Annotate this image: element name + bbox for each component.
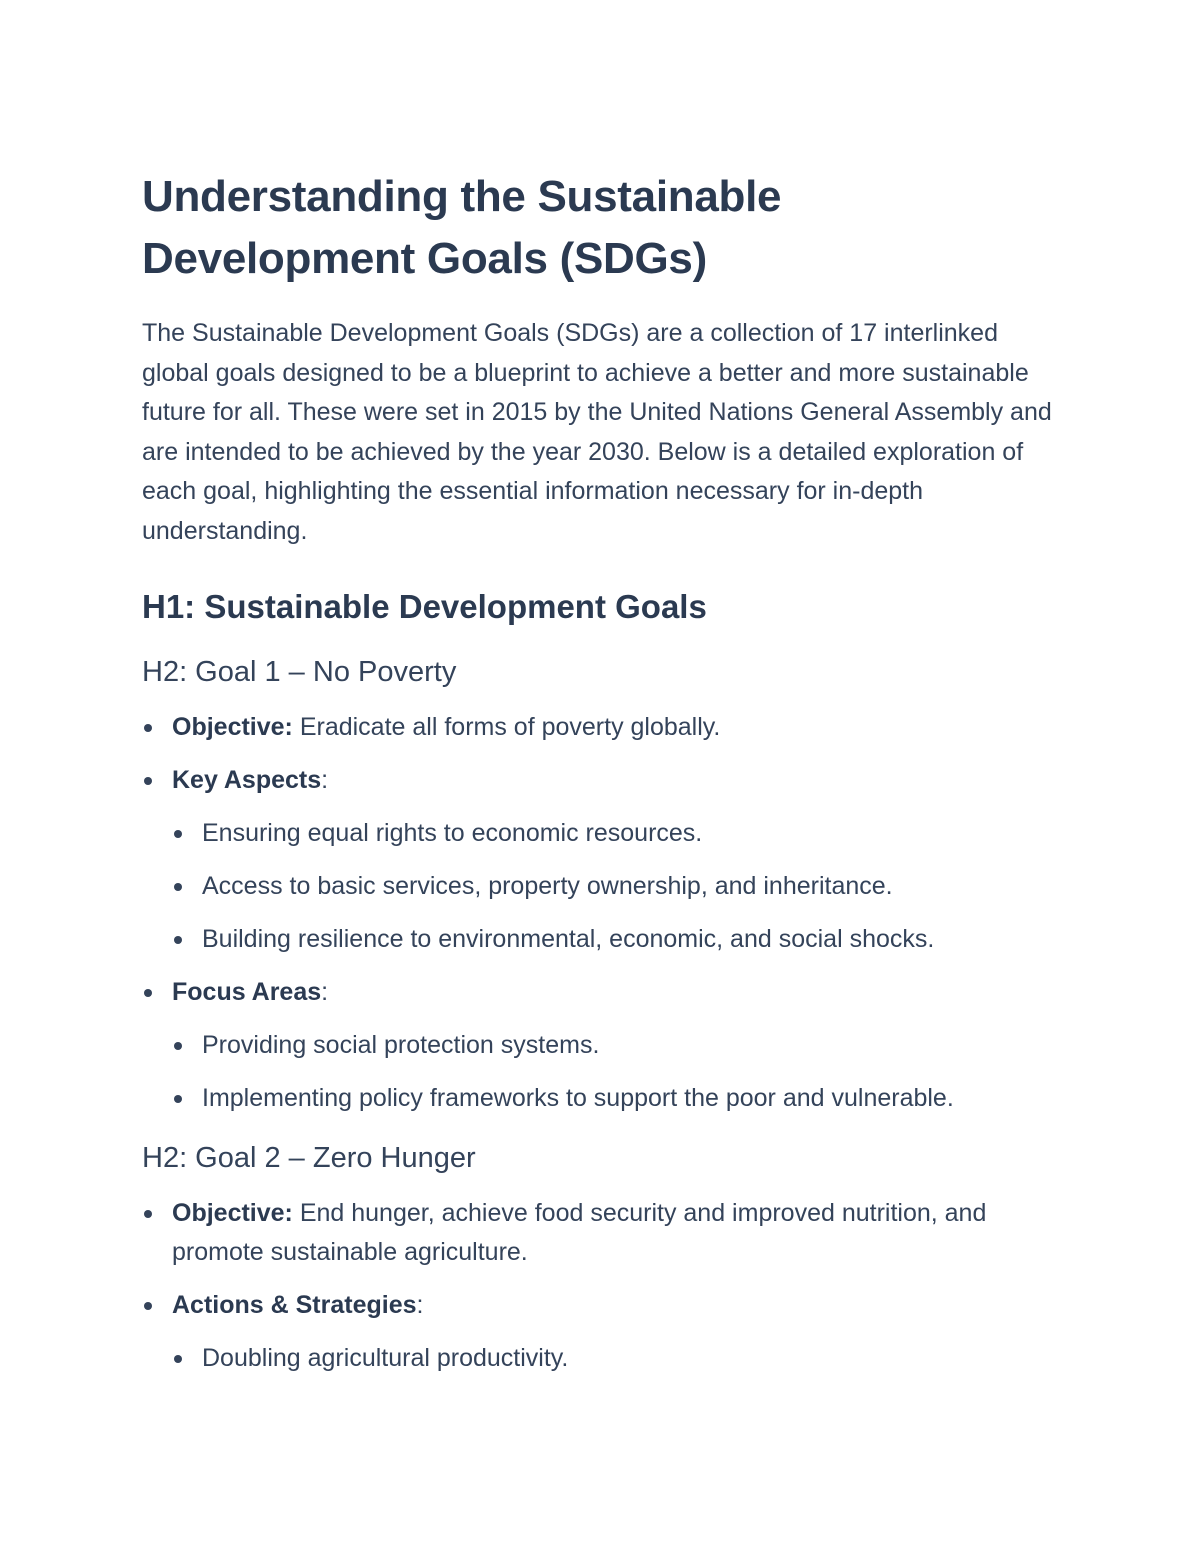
intro-paragraph: The Sustainable Development Goals (SDGs) are a collection of 17 interlinked global goals designed to be a blueprint to achieve a better and more sustainable future for all. These were set in 2015 by the United Nations General Assembly and are intended to be achieved by the year 2030. Below is a detailed exploration of each goal, highlighting the essential information necessary for in-depth understanding.	[142, 319, 1052, 545]
goal-1-focus-areas	[142, 973, 1062, 1118]
list-item	[172, 814, 1062, 853]
list-item-text: Building resilience to environmental, economic, and social shocks.	[202, 924, 935, 953]
bullet-icon	[144, 724, 152, 732]
section-heading-sdgs: H1: Sustainable Development Goals	[142, 587, 707, 625]
bullet-icon	[174, 1355, 182, 1363]
list-item-text: Providing social protection systems.	[202, 1030, 600, 1059]
list-item	[172, 1026, 1062, 1065]
objective-label: Objective:	[172, 1198, 293, 1227]
colon: :	[321, 977, 329, 1006]
goal-2-objective	[142, 1194, 1062, 1272]
focus-areas-list	[172, 1026, 1062, 1118]
objective-label: Objective:	[172, 712, 293, 741]
document-page	[142, 166, 1062, 1378]
actions-list	[172, 1339, 1062, 1378]
bullet-icon	[144, 1302, 152, 1310]
objective-text: End hunger, achieve food security and improved nutrition, and promote sustainable agriculture.	[172, 1198, 987, 1266]
list-item-text: Ensuring equal rights to economic resources.	[202, 818, 703, 847]
goal-2-heading: H2: Goal 2 – Zero Hunger	[142, 1141, 476, 1174]
bullet-icon	[174, 830, 182, 838]
list-item-text: Doubling agricultural productivity.	[202, 1343, 569, 1372]
colon: :	[321, 765, 329, 794]
key-aspects-label: Key Aspects	[172, 765, 322, 794]
goal-2-list	[142, 1194, 1062, 1378]
bullet-icon	[174, 1095, 182, 1103]
colon: :	[416, 1290, 424, 1319]
bullet-icon	[144, 1210, 152, 1218]
focus-areas-label: Focus Areas	[172, 977, 322, 1006]
bullet-icon	[174, 936, 182, 944]
list-item-text: Access to basic services, property ownership, and inheritance.	[202, 871, 893, 900]
key-aspects-list	[172, 814, 1062, 959]
list-item	[172, 920, 1062, 959]
objective-text: Eradicate all forms of poverty globally.	[292, 712, 721, 741]
list-item-text: Implementing policy frameworks to support the poor and vulnerable.	[202, 1083, 954, 1112]
bullet-icon	[144, 989, 152, 997]
list-item	[172, 1079, 1062, 1118]
goal-1-list	[142, 708, 1062, 1118]
goal-1-key-aspects	[142, 761, 1062, 959]
bullet-icon	[174, 883, 182, 891]
actions-label: Actions & Strategies	[172, 1290, 417, 1319]
goal-1-heading: H2: Goal 1 – No Poverty	[142, 655, 457, 688]
list-item	[172, 1339, 1062, 1378]
list-item	[172, 867, 1062, 906]
goal-1-objective	[142, 708, 1062, 747]
bullet-icon	[144, 777, 152, 785]
bullet-icon	[174, 1042, 182, 1050]
document-title: Understanding the Sustainable Development Goals (SDGs)	[142, 172, 782, 283]
goal-2-actions	[142, 1286, 1062, 1378]
